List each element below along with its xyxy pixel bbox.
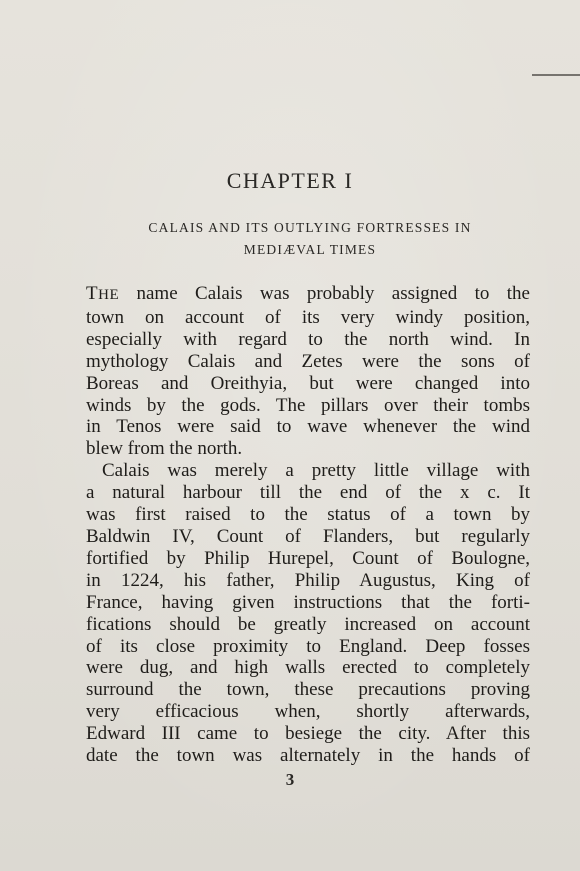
opening-word-smallcaps: HE: [98, 287, 120, 303]
body-line: were dug, and high walls erected to completely: [86, 657, 530, 679]
body-line: winds by the gods. The pillars over their tombs: [86, 394, 530, 416]
body-line: Edward III came to besiege the city. After this: [86, 723, 530, 745]
page-edge-mark: [532, 74, 580, 76]
chapter-subtitle-line-2: MEDIÆVAL TIMES: [243, 242, 377, 257]
body-line: surround the town, these precautions proving: [86, 679, 530, 701]
body-line: France, having given instructions that the forti-: [86, 591, 530, 613]
body-line: was first raised to the status of a town by: [86, 504, 530, 526]
body-line: especially with regard to the north wind. In: [86, 328, 530, 350]
body-line: in 1224, his father, Philip Augustus, King of: [86, 569, 530, 591]
body-line: Baldwin IV, Count of Flanders, but regularly: [86, 525, 530, 547]
opening-word: [86, 283, 119, 304]
body-line: town on account of its very windy position,: [86, 306, 530, 328]
body-line: mythology Calais and Zetes were the sons of: [86, 350, 530, 372]
chapter-subtitle-line-1: CALAIS AND ITS OUTLYING FORTRESSES IN: [148, 220, 472, 235]
page-number: 3: [285, 770, 295, 789]
opening-word-cap: T: [86, 283, 99, 304]
body-line: fications should be greatly increased on account: [86, 613, 530, 635]
body-line: [86, 283, 530, 307]
chapter-heading: CHAPTER I: [226, 168, 354, 193]
body-text: [86, 283, 530, 767]
body-line: in Tenos were said to wave whenever the wind: [86, 416, 530, 438]
body-line-text: name Calais was probably assigned to the: [119, 283, 530, 304]
body-line: very efficacious when, shortly afterwards,: [86, 701, 530, 723]
body-line: blew from the north.: [86, 438, 243, 460]
body-line: date the town was alternately in the hands of: [86, 745, 530, 767]
body-line: Calais was merely a pretty little village with: [102, 460, 530, 482]
body-line: fortified by Philip Hurepel, Count of Boulogne,: [86, 547, 530, 569]
chapter-subtitle: [110, 217, 510, 261]
body-line: of its close proximity to England. Deep fosses: [86, 635, 530, 657]
body-line: Boreas and Oreithyia, but were changed into: [86, 372, 530, 394]
body-line: a natural harbour till the end of the x c. It: [86, 482, 530, 504]
